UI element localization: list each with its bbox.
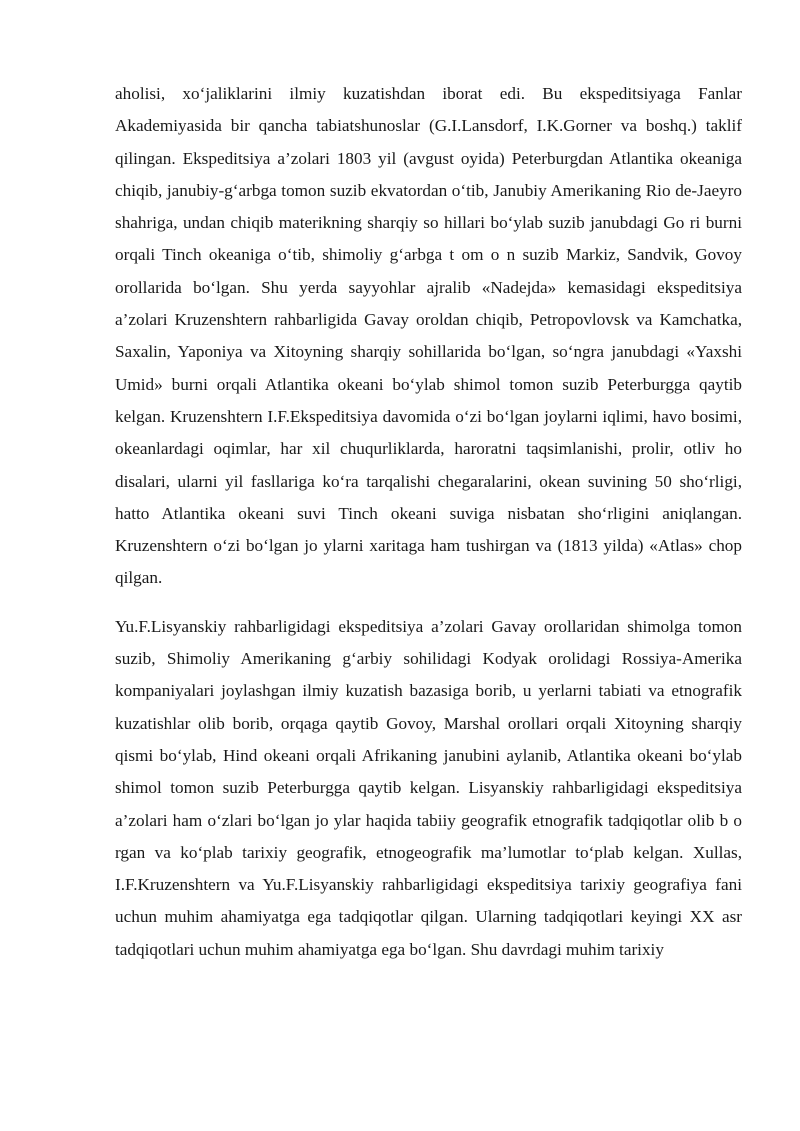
document-page (115, 78, 742, 966)
paragraph-2: Yu.F.Lisyanskiy rahbarligidagi ekspeditsiya a’zolari Gavay orollaridan shimolga tomon suzib, Shimoliy Amerikaning g‘arbiy sohilidagi Kodyak orolidagi Rossiya-Amerika kompaniyalari joylashgan ilmiy kuzatish bazasiga borib, u yerlarni tabiati va etnografik kuzatishlar olib borib, orqaga qaytib Govoy, Marshal orollari orqali Xitoyning sharqiy qismi bo‘ylab, Hind okeani orqali Afrikaning janubini aylanib, Atlantika okeani bo‘ylab shimol tomon suzib Peterburgga qaytib kelgan. Lisyanskiy rahbarligidagi ekspeditsiya a’zolari ham o‘zlari bo‘lgan jo ylar haqida tabiiy geografik etnografik tadqiqotlar olib b o rgan va ko‘plab tarixiy geografik, etnogeografik ma’lumotlar to‘plab kelgan. Xullas, I.F.Kruzenshtern va Yu.F.Lisyanskiy rahbarligidagi ekspeditsiya tarixiy geografiya fani uchun muhim ahamiyatga ega tadqiqotlar qilgan. Ularning tadqiqotlari keyingi XX asr tadqiqotlari uchun muhim ahamiyatga ega bo‘lgan. Shu davrdagi muhim tarixiy (115, 616, 742, 959)
paragraph-spacer (115, 595, 742, 611)
paragraph-1: aholisi, xo‘jaliklarini ilmiy kuzatishdan iborat edi. Bu ekspeditsiyaga Fanlar Akademiyasida bir qancha tabiatshunoslar (G.I.Lansdorf, I.K.Gorner va boshq.) taklif qilingan. Ekspeditsiya a’zolari 1803 yil (avgust oyida) Peterburgdan Atlantika okeaniga chiqib, janubiy-g‘arbga tomon suzib ekvatordan o‘tib, Janubiy Amerikaning Rio de-Jaeyro shahriga, undan chiqib materikning sharqiy so hillari bo‘ylab suzib janubdagi Go ri burni orqali Tinch okeaniga o‘tib, shimoliy g‘arbga t om o n suzib Markiz, Sandvik, Govoy orollarida bo‘lgan. Shu yerda sayyohlar ajralib «Nadejda» kemasidagi ekspeditsiya a’zolari Kruzenshtern rahbarligida Gavay oroldan chiqib, Petropovlovsk va Kamchatka, Saxalin, Yaponiya va Xitoyning sharqiy sohillarida bo‘lgan, so‘ngra janubdagi «Yaxshi Umid» burni orqali Atlantika okeani bo‘ylab shimol tomon suzib Peterburgga qaytib kelgan. Kruzenshtern I.F.Ekspeditsiya davomida o‘zi bo‘lgan joylarni iqlimi, havo bosimi, okeanlardagi oqimlar, har xil chuqurliklarda, haroratni taqsimlanishi, prolir, otliv ho disalari, ularni yil fasllariga ko‘ra tarqalishi chegaralarini, okean suvining 50 sho‘rligi, hatto Atlantika okeani suvi Tinch okeani suviga nisbatan sho‘rligini aniqlangan. Kruzenshtern o‘zi bo‘lgan jo ylarni xaritaga ham tushirgan va (1813 yilda) «Atlas» chop qilgan. (115, 84, 742, 588)
